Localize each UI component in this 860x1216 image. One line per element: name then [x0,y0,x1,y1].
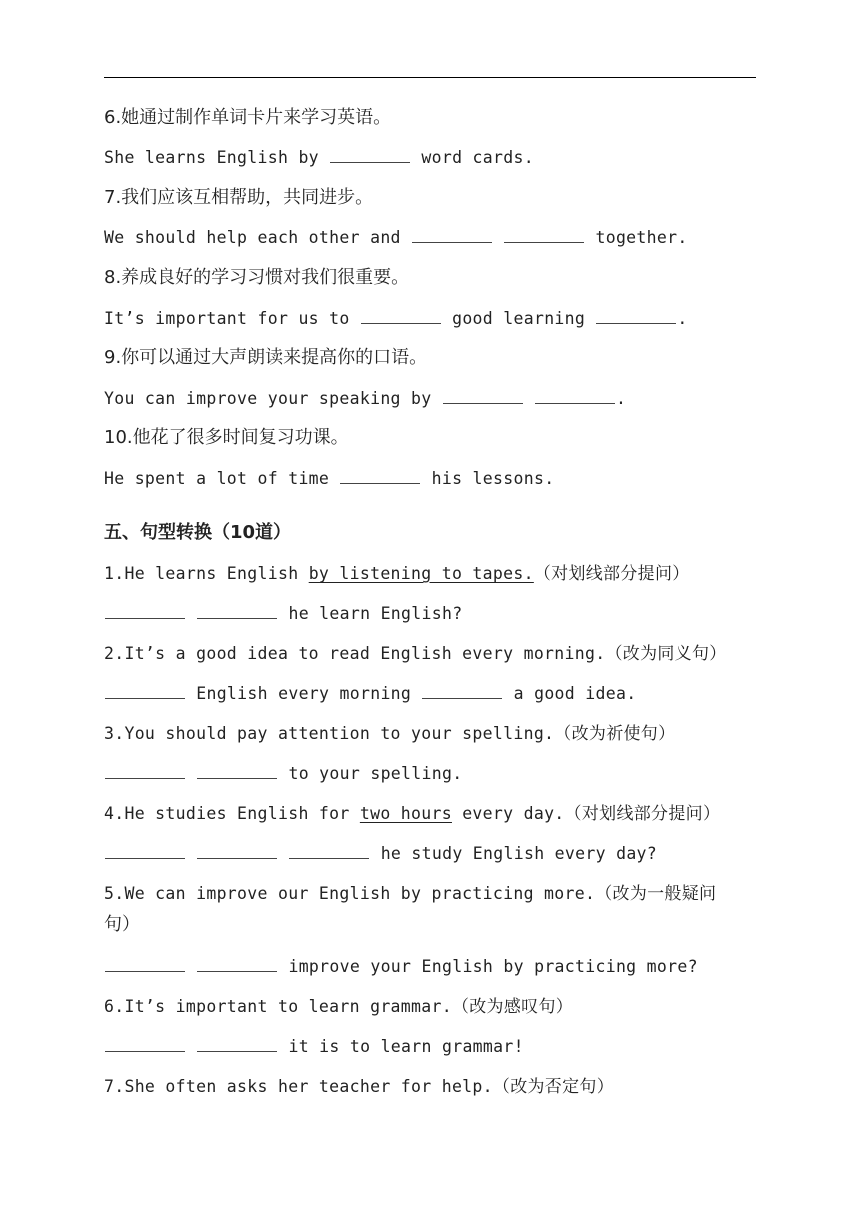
s5-q7: 7.She often asks her teacher for help.（改为否定句） [104,1077,614,1097]
q8-chinese: 8.养成良好的学习习惯对我们很重要。 [104,267,410,288]
answer-blank[interactable] [443,389,523,404]
s5-q6: 6.It’s important to learn grammar.（改为感叹句） [104,997,574,1017]
s5-q2: 2.It’s a good idea to read English every morning.（改为同义句） [104,644,727,664]
s5-q5-cont: 句） [104,914,140,935]
answer-blank[interactable] [105,764,185,779]
q7-chinese: 7.我们应该互相帮助，共同进步。 [104,187,374,208]
q10-chinese: 10.他花了很多时间复习功课。 [104,427,349,448]
answer-blank[interactable] [596,309,676,324]
answer-blank[interactable] [422,684,502,699]
answer-blank[interactable] [361,309,441,324]
s5-q3-answer: to your spelling. [104,763,462,785]
q6-english: She learns English by word cards. [104,148,534,167]
answer-blank[interactable] [197,957,277,972]
s5-q5-answer: improve your English by practicing more? [104,956,698,978]
answer-blank[interactable] [105,957,185,972]
answer-blank[interactable] [412,228,492,243]
answer-blank[interactable] [197,1037,277,1052]
answer-blank[interactable] [105,844,185,859]
s5-q3: 3.You should pay attention to your spelling.（改为祈使句） [104,724,676,744]
q10-english: He spent a lot of time his lessons. [104,469,555,488]
answer-blank[interactable] [105,684,185,699]
answer-blank[interactable] [289,844,369,859]
answer-blank[interactable] [197,764,277,779]
answer-blank[interactable] [197,604,277,619]
section-title: 五、句型转换（10道） [104,522,292,543]
s5-q1-answer: he learn English? [104,603,462,625]
s5-q5: 5.We can improve our English by practicing more.（改为一般疑问 [104,884,717,904]
answer-blank[interactable] [105,1037,185,1052]
answer-blank[interactable] [504,228,584,243]
answer-blank[interactable] [330,148,410,163]
q9-chinese: 9.你可以通过大声朗读来提高你的口语。 [104,347,428,368]
s5-q2-answer: English every morning a good idea. [104,683,636,705]
underlined-phrase: by listening to tapes. [308,564,534,583]
q6-chinese: 6.她通过制作单词卡片来学习英语。 [104,107,392,128]
answer-blank[interactable] [105,604,185,619]
answer-blank[interactable] [340,469,420,484]
underlined-phrase: two hours [359,804,452,823]
q7-english: We should help each other and together. [104,228,688,247]
answer-blank[interactable] [535,389,615,404]
s5-q4: 4.He studies English for two hours every day.（对划线部分提问） [104,804,721,824]
s5-q6-answer: it is to learn grammar! [104,1036,524,1058]
s5-q4-answer: he study English every day? [104,843,657,865]
s5-q1: 1.He learns English by listening to tapes.（对划线部分提问） [104,564,690,584]
q8-english: It’s important for us to good learning . [104,309,688,328]
q9-english: You can improve your speaking by . [104,389,627,408]
header-rule [104,77,756,78]
answer-blank[interactable] [197,844,277,859]
